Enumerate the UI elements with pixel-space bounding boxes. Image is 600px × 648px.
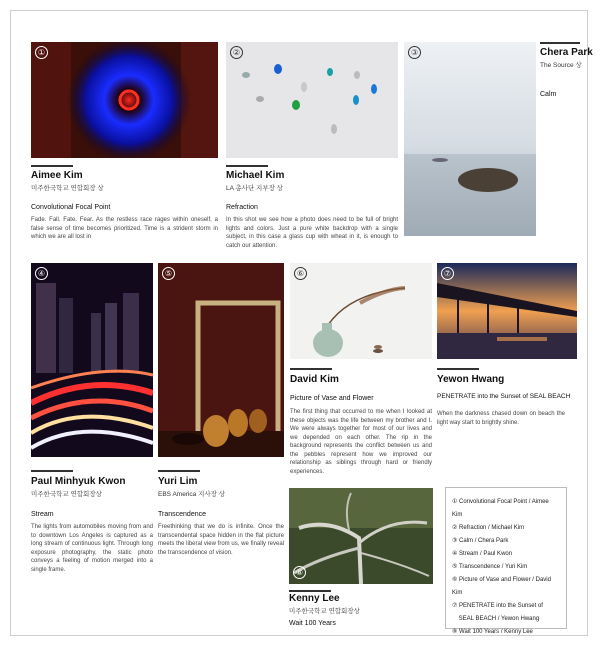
award-subtitle: 미주한국학교 연합회장상 [289, 608, 360, 615]
legend-item: ⑥ Picture of Vase and Flower / David Kim [452, 577, 551, 596]
artist-name: Kenny Lee [289, 593, 340, 604]
vase-flower-image [290, 263, 432, 359]
photo-number-badge: ⑤ [162, 267, 175, 280]
photo-convolutional-focal-point [31, 42, 218, 158]
legend-item: ① Convolutional Focal Point / Aimee Kim [452, 499, 549, 518]
legend-item: ③ Calm / Chera Park [452, 538, 509, 544]
work-title: PENETRATE into the Sunset of SEAL BEACH [437, 393, 571, 400]
frame-pears-image [158, 263, 284, 457]
photo-number-badge: ⑥ [294, 267, 307, 280]
artist-name: Michael Kim [226, 170, 285, 181]
award-subtitle: The Source 상 [540, 62, 582, 69]
work-title: Calm [540, 91, 557, 98]
award-subtitle: EBS America 지사장 상 [158, 491, 226, 498]
work-description: Freethinking that we do is infinite. Once the transcendental space hidden in the flat picture meets the liberal view from us, we finally reveal the transcendence of vision. [158, 524, 284, 556]
work-title: Refraction [226, 204, 258, 211]
name-rule [289, 590, 331, 592]
works-index-legend [445, 487, 567, 635]
seascape-rock-image [404, 42, 536, 236]
photo-number-badge: ② [230, 46, 243, 59]
legend-item: ⑤ Transcendence / Yuri Kim [452, 564, 528, 570]
photo-number-badge: ⑦ [441, 267, 454, 280]
artist-name: Aimee Kim [31, 170, 83, 181]
glass-drops-image [226, 42, 398, 158]
work-title: Stream [31, 511, 54, 518]
photo-number-badge: ④ [35, 267, 48, 280]
photo-number-badge: ③ [408, 46, 421, 59]
artist-name: Chera Park [540, 47, 593, 58]
legend-item: ⑦ PENETRATE into the Sunset of [452, 603, 543, 609]
award-subtitle: LA 총사단 지부장 상 [226, 185, 283, 192]
work-description: When the darkness chased down on beach the light way start to brightly shine. [437, 411, 565, 426]
name-rule [31, 165, 73, 167]
light-swirl-image [31, 42, 218, 158]
legend-item: ② Refraction / Michael Kim [452, 525, 525, 531]
name-rule [437, 368, 479, 370]
city-light-trails-image [31, 263, 153, 457]
photo-refraction [226, 42, 398, 158]
artist-name: Yewon Hwang [437, 374, 505, 385]
work-title: Transcendence [158, 511, 206, 518]
photo-stream [31, 263, 153, 457]
photo-vase-and-flower [290, 263, 432, 359]
artist-name: David Kim [290, 374, 339, 385]
name-rule [158, 470, 200, 472]
work-description: The lights from automobiles moving from and to downtown Los Angeles is captured as a long stream of continuous light. Through long exposure photography, the static photo conveys a feeling of motion merged into a single frame. [31, 524, 153, 573]
work-description: The first thing that occurred to me when I looked at these objects was the life between my brother and I. We were always together for most of our lives and we depended on each other. The rip in the background represents the conflict between us and the pebbles represent how we improved our relationship as siblings through hard or friendly experiences. [290, 409, 432, 475]
legend-item: ⑧ Wait 100 Years / Kenny Lee [452, 629, 533, 635]
legend-item: ④ Stream / Paul Kwon [452, 551, 513, 557]
work-title: Picture of Vase and Flower [290, 395, 374, 402]
photo-number-badge: ⑧ [293, 566, 306, 579]
name-rule [540, 42, 580, 44]
tree-branches-image [289, 488, 433, 584]
award-subtitle: 미주한국학교 연합회장 상 [31, 185, 104, 192]
photo-calm [404, 42, 536, 236]
photo-seal-beach-sunset [437, 263, 577, 359]
work-description: Fade. Fall. Fate. Fear. As the restless race rages within oneself, a false sense of time becomes prioritized. Time is a strident storm in which we are all lost in [31, 217, 218, 240]
work-title: Convolutional Focal Point [31, 204, 111, 211]
artist-name: Paul Minhyuk Kwon [31, 476, 126, 487]
artist-name: Yuri Lim [158, 476, 198, 487]
award-subtitle: 미주한국학교 연합회장상 [31, 491, 102, 498]
work-title: Wait 100 Years [289, 620, 336, 627]
photo-wait-100-years [289, 488, 433, 584]
photo-number-badge: ① [35, 46, 48, 59]
pier-sunset-image [437, 263, 577, 359]
photo-transcendence [158, 263, 284, 457]
name-rule [31, 470, 73, 472]
name-rule [226, 165, 268, 167]
legend-item: SEAL BEACH / Yewon Hwang [452, 616, 540, 622]
name-rule [290, 368, 332, 370]
work-description: In this shot we see how a photo does need to be full of bright lights and colors. Just a pure white backdrop with a single subject, in this case a glass cup with wheat in it, is enough to catch our attention. [226, 217, 398, 249]
